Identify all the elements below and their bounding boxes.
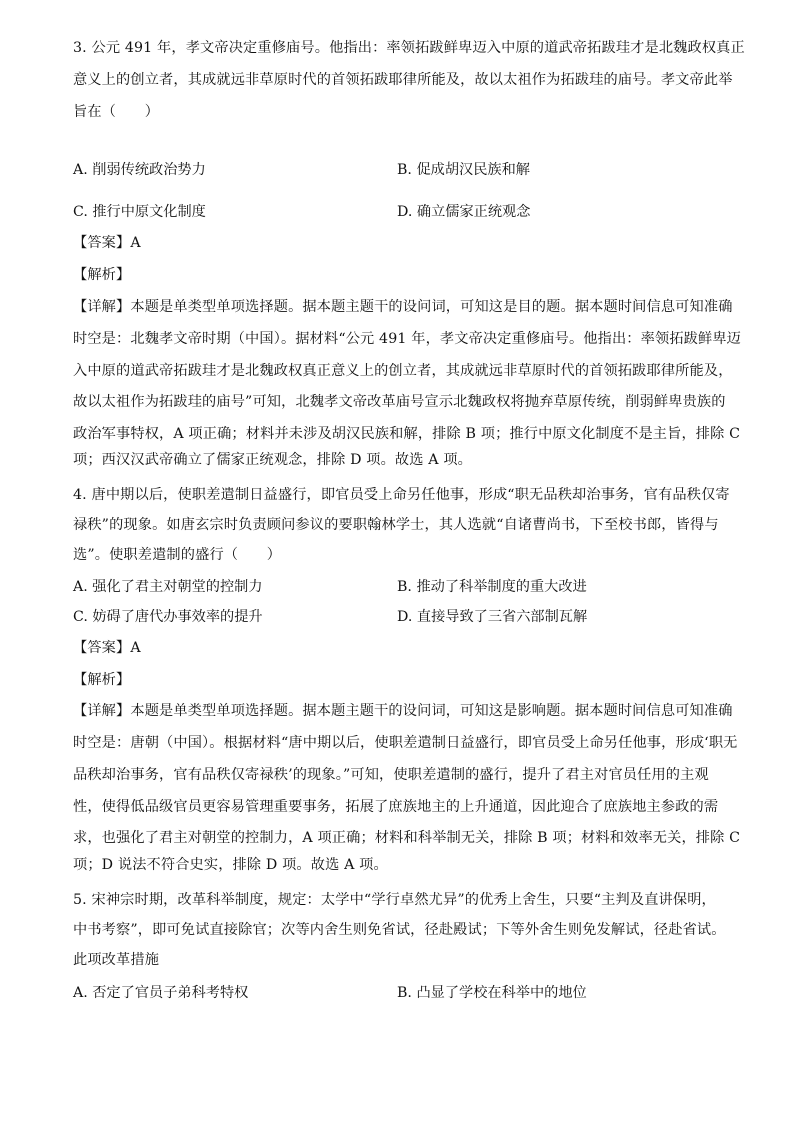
q3-option-a: A. 削弱传统政治势力 xyxy=(73,162,206,178)
q4-option-a: A. 强化了君主对朝堂的控制力 xyxy=(73,579,263,595)
q3-detail-line-4: 故以太祖作为拓跋珪的庙号”可知，北魏孝文帝改革庙号宣示北魏政权将抛弃草原传统，削弱鲜卑贵族的 xyxy=(73,394,726,410)
q4-analysis-label: 【解析】 xyxy=(73,672,131,688)
q3-answer: 【答案】A xyxy=(73,235,141,251)
q4-detail-line-2: 时空是：唐朝（中国）。根据材料“唐中期以后，使职差遣制日益盛行，即官员受上命另任他事，形成‘职无 xyxy=(73,735,738,751)
q4-option-d: D. 直接导致了三省六部制瓦解 xyxy=(397,609,588,625)
q3-stem-line-3: 旨在（ ） xyxy=(73,104,160,120)
q3-analysis-label: 【解析】 xyxy=(73,267,131,283)
q5-stem-line-1: 5. 宋神宗时期，改革科举制度，规定：太学中“学行卓然尤异”的优秀上舍生，只要“主判及直讲保明， xyxy=(73,892,716,908)
q3-detail-line-5: 政治军事特权，A 项正确；材料并未涉及胡汉民族和解，排除 B 项；推行中原文化制度不是主旨，排除 C xyxy=(73,426,741,442)
q4-option-b: B. 推动了科举制度的重大改进 xyxy=(397,579,587,595)
q3-option-d: D. 确立儒家正统观念 xyxy=(397,204,531,220)
q4-option-c: C. 妨碍了唐代办事效率的提升 xyxy=(73,609,263,625)
q3-detail-line-1: 【详解】本题是单类型单项选择题。据本题主题干的设问词，可知这是目的题。据本题时间信息可知准确 xyxy=(73,299,733,315)
q4-detail-line-3: 品秩却治事务，官有品秩仅寄禄秩’的现象。”可知，使职差遣制的盛行，提升了君主对官员任用的主观 xyxy=(73,767,709,783)
q4-stem-line-1: 4. 唐中期以后，使职差遣制日益盛行，即官员受上命另任他事，形成“职无品秩却治事务，官有品秩仅寄 xyxy=(73,487,730,503)
q4-detail-line-1: 【详解】本题是单类型单项选择题。据本题主题干的设问词，可知这是影响题。据本题时间信息可知准确 xyxy=(73,703,733,719)
q4-stem-line-2: 禄秩”的现象。如唐玄宗时负责顾问参议的要职翰林学士，其人选就“自诸曹尚书，下至校书郎，皆得与 xyxy=(73,517,719,533)
q3-stem-line-1: 3. 公元 491 年，孝文帝决定重修庙号。他指出：率领拓跋鲜卑迈入中原的道武帝拓跋珪才是北魏政权真正 xyxy=(73,40,745,56)
q3-option-b: B. 促成胡汉民族和解 xyxy=(397,162,530,178)
q5-stem-line-3: 此项改革措施 xyxy=(73,952,160,968)
q3-stem-line-2: 意义上的创立者，其成就远非草原时代的首领拓跋耶律所能及，故以太祖作为拓跋珪的庙号。孝文帝此举 xyxy=(73,72,733,88)
q4-stem-line-3: 选”。使职差遣制的盛行（ ） xyxy=(73,547,282,563)
q3-detail-line-3: 入中原的道武帝拓跋珪才是北魏政权真正意义上的创立者，其成就远非草原时代的首领拓跋耶律所能及， xyxy=(73,363,733,379)
q5-stem-line-2: 中书考察”，即可免试直接除官；次等内舍生则免省试，径赴殿试；下等外舍生则免发解试，径赴省试。 xyxy=(73,922,726,938)
q3-detail-line-6: 项；西汉汉武帝确立了儒家正统观念，排除 D 项。故选 A 项。 xyxy=(73,452,472,468)
q4-detail-line-5: 求，也强化了君主对朝堂的控制力，A 项正确；材料和科举制无关，排除 B 项；材料和效率无关，排除 C xyxy=(73,830,741,846)
q5-option-b: B. 凸显了学校在科举中的地位 xyxy=(397,985,587,1001)
q3-option-c: C. 推行中原文化制度 xyxy=(73,204,206,220)
q4-detail-line-6: 项；D 说法不符合史实，排除 D 项。故选 A 项。 xyxy=(73,857,388,873)
q5-option-a: A. 否定了官员子弟科考特权 xyxy=(73,985,249,1001)
q4-detail-line-4: 性，使得低品级官员更容易管理重要事务，拓展了庶族地主的上升通道，因此迎合了庶族地主参政的需 xyxy=(73,799,719,815)
q3-detail-line-2: 时空是：北魏孝文帝时期（中国）。据材料“公元 491 年，孝文帝决定重修庙号。他指出：率领拓跋鲜卑迈 xyxy=(73,331,742,347)
q4-answer: 【答案】A xyxy=(73,640,141,656)
